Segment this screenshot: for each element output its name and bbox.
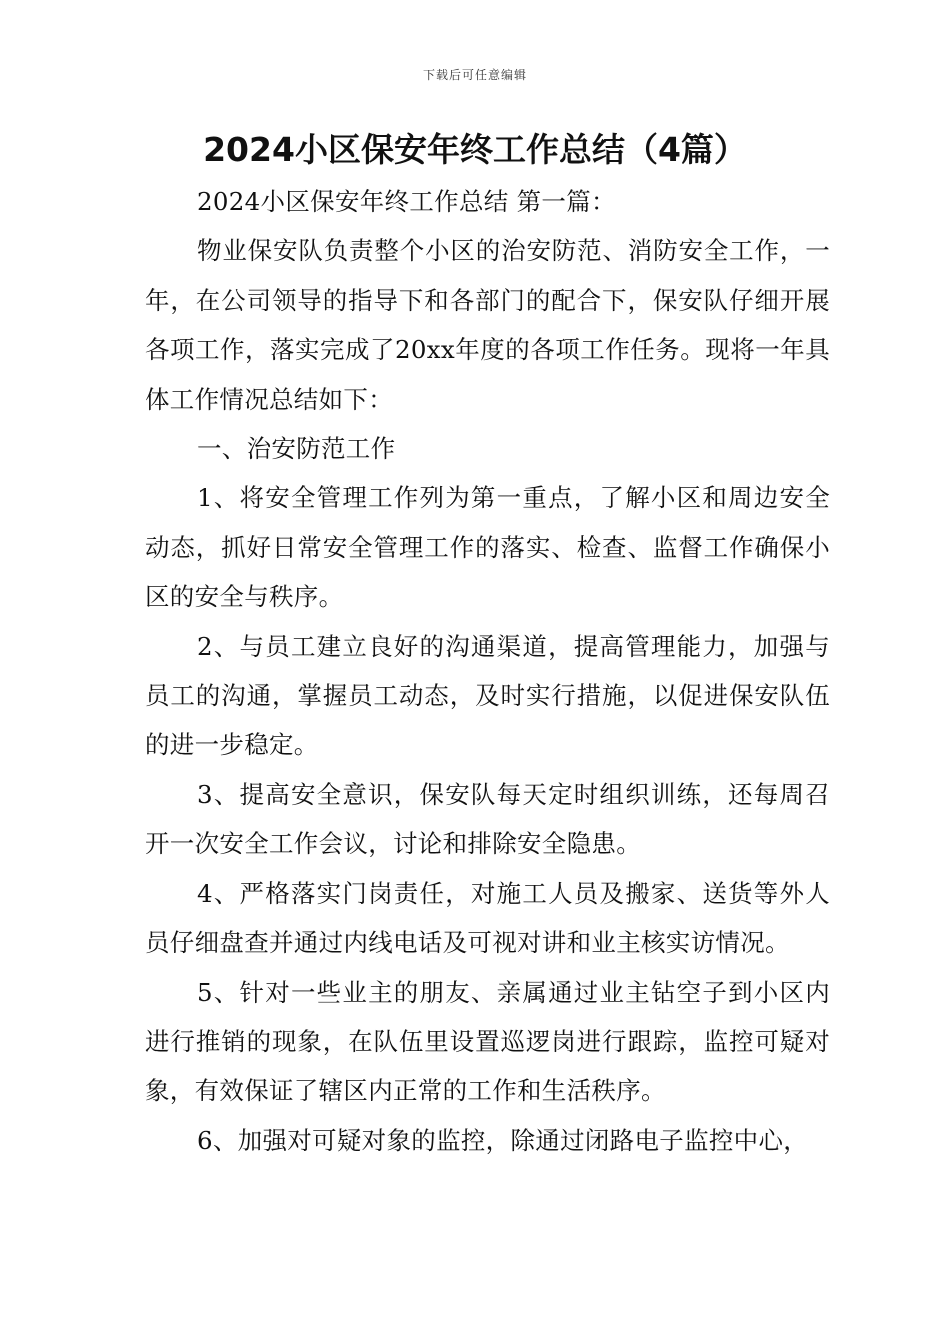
paragraph-item-4: 4、严格落实门岗责任，对施工人员及搬家、送货等外人员仔细盘查并通过内线电话及可视对讲和业主核实访情况。: [145, 878, 830, 958]
subheading-public-security: 一、治安防范工作: [197, 434, 396, 464]
document-body: [145, 177, 830, 1165]
paragraph-item-5: 5、针对一些业主的朋友、亲属通过业主钻空子到小区内进行推销的现象，在队伍里设置巡逻岗进行跟踪，监控可疑对象，有效保证了辖区内正常的工作和生活秩序。: [145, 977, 830, 1106]
paragraph-item-2: 2、与员工建立良好的沟通渠道，提高管理能力，加强与员工的沟通，掌握员工动态，及时实行措施，以促进保安队伍的进一步稳定。: [145, 631, 830, 760]
section-heading: 2024小区保安年终工作总结 第一篇：: [197, 187, 616, 216]
paragraph-intro: 物业保安队负责整个小区的治安防范、消防安全工作，一年，在公司领导的指导下和各部门的配合下，保安队仔细开展各项工作，落实完成了20xx年度的各项工作任务。现将一年具体工作情况总结如下：: [145, 236, 830, 414]
paragraph-item-6: 6、加强对可疑对象的监控，除通过闭路电子监控中心，: [197, 1125, 809, 1155]
paragraph-item-3: 3、提高安全意识，保安队每天定时组织训练，还每周召开一次安全工作会议，讨论和排除安全隐患。: [145, 779, 830, 859]
header-note: 下载后可任意编辑: [422, 68, 527, 82]
document-title: 2024小区保安年终工作总结（4篇）: [203, 130, 747, 169]
paragraph-item-1: 1、将安全管理工作列为第一重点，了解小区和周边安全动态，抓好日常安全管理工作的落实、检查、监督工作确保小区的安全与秩序。: [145, 483, 830, 612]
